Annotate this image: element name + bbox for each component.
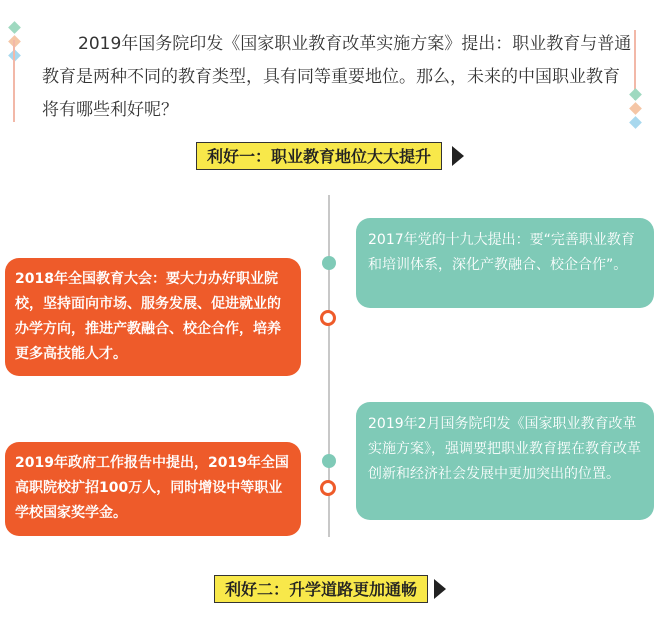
timeline-card-left-2 (5, 442, 301, 536)
section-tag-1-label: 利好一：职业教育地位大大提升 (207, 147, 432, 166)
tag-arrow-icon (434, 579, 446, 599)
timeline-dot-orange (320, 310, 336, 326)
timeline-card-text: 2019年2月国务院印发《国家职业教育改革实施方案》，强调要把职业教育摆在教育改革创新和经济社会发展中更加突出的位置。 (368, 416, 641, 482)
decor-line-left (13, 40, 15, 122)
tag-arrow-icon (452, 146, 464, 166)
timeline-dot-orange (320, 480, 336, 496)
timeline-card-text: 2018年全国教育大会：要大力办好职业院校，坚持面向市场、服务发展、促进就业的办学方向，推进产教融合、校企合作，培养更多高技能人才。 (15, 271, 281, 362)
timeline-card-text: 2017年党的十九大提出：要“完善职业教育和培训体系，深化产教融合、校企合作”。 (368, 232, 635, 273)
section-tag-2 (214, 575, 428, 603)
timeline-dot-teal (322, 256, 336, 270)
timeline-card-right-1 (356, 218, 654, 308)
timeline-card-text: 2019年政府工作报告中提出，2019年全国高职院校扩招100万人，同时增设中等职业学校国家奖学金。 (15, 455, 289, 521)
decor-diamond-green (8, 21, 21, 34)
intro-paragraph: 2019年国务院印发《国家职业教育改革实施方案》提出：职业教育与普通教育是两种不同的教育类型，具有同等重要地位。那么，未来的中国职业教育将有哪些利好呢？ (42, 34, 632, 120)
section-tag-2-label: 利好二：升学道路更加通畅 (225, 580, 418, 599)
timeline-dot-teal (322, 454, 336, 468)
timeline-card-right-2 (356, 402, 654, 520)
timeline-card-left-1 (5, 258, 301, 376)
section-tag-1 (196, 142, 442, 170)
